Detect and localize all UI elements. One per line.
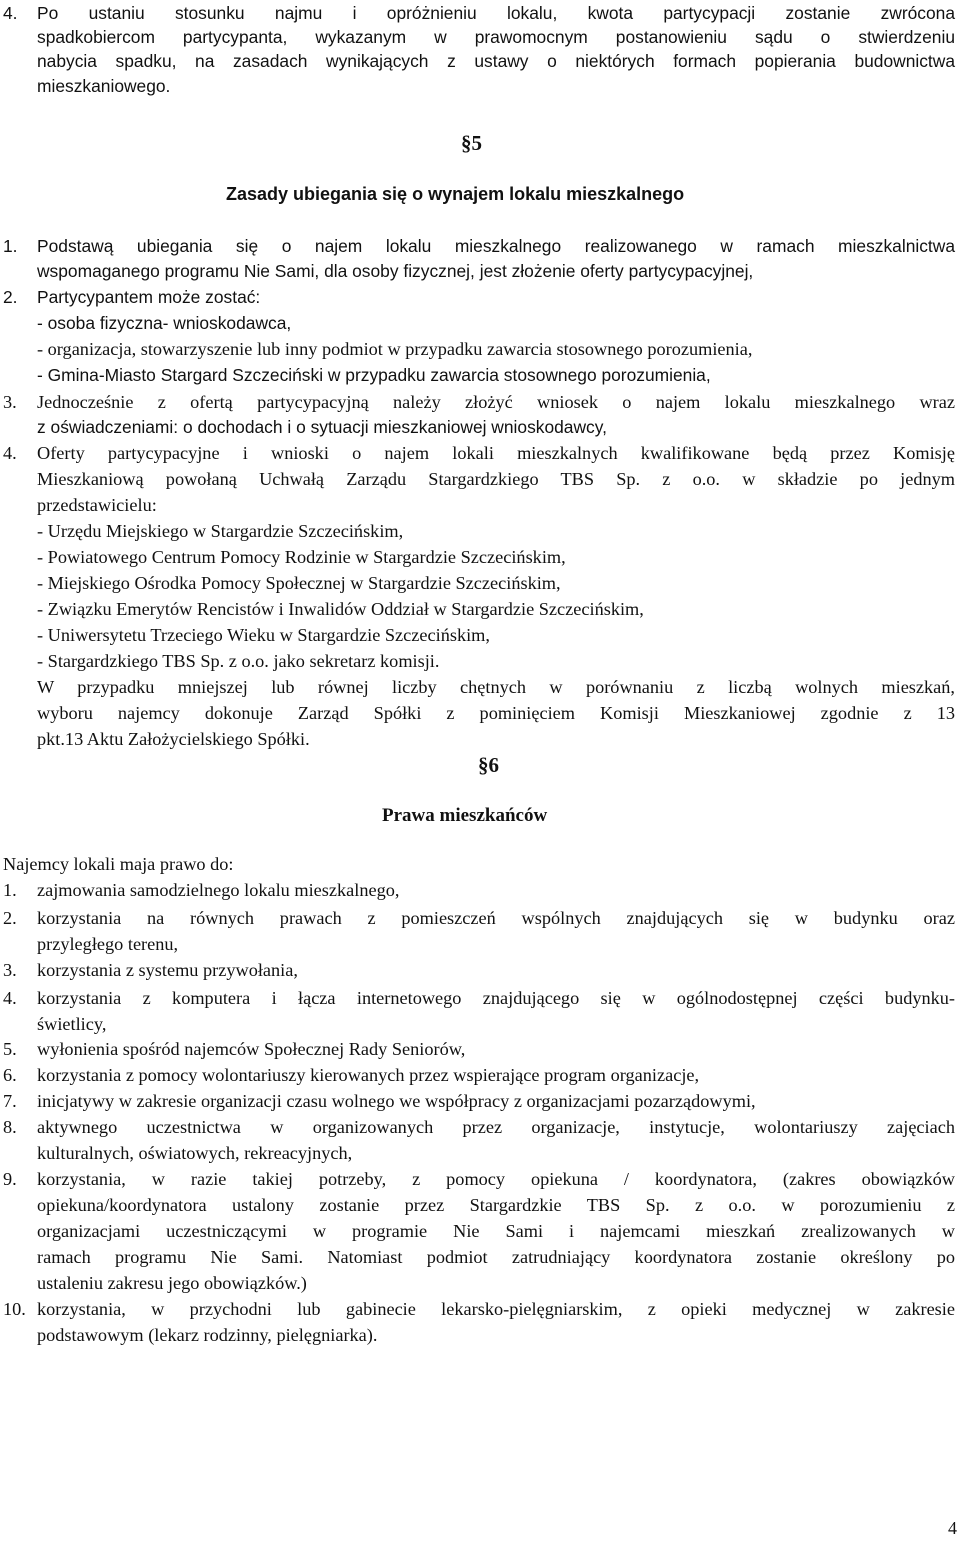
item-line: ustaleniu zakresu jego obowiązków.) bbox=[37, 1273, 307, 1293]
point-line: wspomaganego programu Nie Sami, dla osoby fizycznej, jest złożenie oferty partycypacyjnej, bbox=[37, 261, 754, 281]
list-item: - Związku Emerytów Rencistów i Inwalidów Oddział w Stargardzie Szczecińskim, bbox=[37, 599, 644, 619]
item-line: korzystania, w przychodni lub gabinecie lekarsko-pielęgniarskim, z opieki medycznej w zakresie bbox=[37, 1299, 955, 1319]
list-item: - Miejskiego Ośrodka Pomocy Społecznej w Stargardzie Szczecińskim, bbox=[37, 573, 561, 593]
section-lead: Najemcy lokali maja prawo do: bbox=[3, 854, 234, 874]
item-line: korzystania z systemu przywołania, bbox=[37, 960, 298, 980]
point-line: Oferty partycypacyjne i wnioski o najem lokali mieszkalnych kwalifikowane będą przez Komisję bbox=[37, 443, 955, 463]
point-line: Mieszkaniową powołaną Uchwałą Zarządu Stargardzkiego TBS Sp. z o.o. w składzie po jednym bbox=[37, 469, 955, 489]
item-line: aktywnego uczestnictwa w organizowanych przez organizacje, instytucje, wolontariuszy zajęciach bbox=[37, 1117, 955, 1137]
item-number: 8. bbox=[3, 1117, 17, 1137]
item-line: ramach programu Nie Sami. Natomiast podmiot zatrudniający koordynatora zostanie określony po bbox=[37, 1247, 955, 1267]
clause-line: spadkobiercom partycypanta, wykazanym w prawomocnym postanowieniu sądu o stwierdzeniu bbox=[37, 27, 955, 47]
clause-line: nabycia spadku, na zasadach wynikających z ustawy o niektórych formach popierania budownictwa bbox=[37, 51, 955, 71]
list-item: - organizacja, stowarzyszenie lub inny podmiot w przypadku zawarcia stosownego porozumienia, bbox=[37, 339, 753, 359]
list-item: - Uniwersytetu Trzeciego Wieku w Stargardzie Szczecińskim, bbox=[37, 625, 490, 645]
point-line: Partycypantem może zostać: bbox=[37, 287, 261, 307]
point-line: Podstawą ubiegania się o najem lokalu mieszkalnego realizowanego w ramach mieszkalnictwa bbox=[37, 236, 955, 256]
item-number: 1. bbox=[3, 880, 17, 900]
item-number: 10. bbox=[3, 1299, 26, 1319]
section-number: §6 bbox=[478, 753, 499, 777]
item-line: kulturalnych, oświatowych, rekreacyjnych, bbox=[37, 1143, 353, 1163]
point-line: Jednocześnie z ofertą partycypacyjną należy złożyć wniosek o najem lokalu mieszkalnego wraz bbox=[37, 392, 955, 412]
item-number: 6. bbox=[3, 1065, 17, 1085]
point-line: przedstawicielu: bbox=[37, 495, 157, 515]
item-number: 3. bbox=[3, 960, 17, 980]
item-line: opiekuna/koordynatora ustalony zostanie przez Stargardzkie TBS Sp. z o.o. w porozumieniu z bbox=[37, 1195, 955, 1215]
point-number: 2. bbox=[3, 287, 18, 307]
section-number: §5 bbox=[461, 131, 482, 155]
item-line: podstawowym (lekarz rodzinny, pielęgniarka). bbox=[37, 1325, 378, 1345]
list-item: - osoba fizyczna- wnioskodawca, bbox=[37, 313, 292, 333]
list-item: - Powiatowego Centrum Pomocy Rodzinie w Stargardzie Szczecińskim, bbox=[37, 547, 566, 567]
item-line: świetlicy, bbox=[37, 1014, 107, 1034]
section-mark bbox=[478, 752, 499, 778]
clause-line: Po ustaniu stosunku najmu i opróżnieniu lokalu, kwota partycypacji zostanie zwrócona bbox=[37, 3, 955, 23]
item-line: inicjatywy w zakresie organizacji czasu wolnego we współpracy z organizacjami pozarządowymi, bbox=[37, 1091, 756, 1111]
item-line: organizacjami uczestniczącymi w programie Nie Sami i najemcami mieszkań zrealizowanych w bbox=[37, 1221, 955, 1241]
section-mark bbox=[461, 130, 482, 156]
item-line: wyłonienia spośród najemców Społecznej Rady Seniorów, bbox=[37, 1039, 466, 1059]
clause-number: 4. bbox=[3, 3, 18, 23]
list-item: - Urzędu Miejskiego w Stargardzie Szczecińskim, bbox=[37, 521, 404, 541]
section-title: Prawa mieszkańców bbox=[382, 805, 548, 826]
point-number: 1. bbox=[3, 236, 18, 256]
item-line: korzystania z komputera i łącza internetowego znajdującego się w ogólnodostępnej części budynku- bbox=[37, 988, 955, 1008]
note-line: pkt.13 Aktu Założycielskiego Spółki. bbox=[37, 729, 310, 749]
list-item: - Gmina-Miasto Stargard Szczeciński w przypadku zawarcia stosownego porozumienia, bbox=[37, 365, 711, 385]
note-line: wyboru najemcy dokonuje Zarząd Spółki z pominięciem Komisji Mieszkaniowej zgodnie z 13 bbox=[37, 703, 955, 723]
clause-line: mieszkaniowego. bbox=[37, 76, 171, 96]
item-number: 2. bbox=[3, 908, 17, 928]
item-line: zajmowania samodzielnego lokalu mieszkalnego, bbox=[37, 880, 400, 900]
point-number: 4. bbox=[3, 443, 17, 463]
item-line: przyległego terenu, bbox=[37, 934, 179, 954]
point-number: 3. bbox=[3, 392, 17, 412]
item-number: 4. bbox=[3, 988, 17, 1008]
list-item: - Stargardzkiego TBS Sp. z o.o. jako sekretarz komisji. bbox=[37, 651, 440, 671]
point-line: z oświadczeniami: o dochodach i o sytuacji mieszkaniowej wnioskodawcy, bbox=[37, 417, 607, 437]
item-number: 5. bbox=[3, 1039, 17, 1059]
section-title: Zasady ubiegania się o wynajem lokalu mieszkalnego bbox=[226, 184, 685, 204]
item-number: 9. bbox=[3, 1169, 17, 1189]
item-line: korzystania na równych prawach z pomieszczeń wspólnych znajdujących się w budynku oraz bbox=[37, 908, 955, 928]
item-line: korzystania, w razie takiej potrzeby, z pomocy opiekuna / koordynatora, (zakres obowiązków bbox=[37, 1169, 955, 1189]
item-number: 7. bbox=[3, 1091, 17, 1111]
page-number: 4 bbox=[948, 1518, 957, 1538]
item-line: korzystania z pomocy wolontariuszy kierowanych przez wspierające program organizacje, bbox=[37, 1065, 700, 1085]
note-line: W przypadku mniejszej lub równej liczby chętnych w porównaniu z liczbą wolnych mieszkań, bbox=[37, 677, 955, 697]
